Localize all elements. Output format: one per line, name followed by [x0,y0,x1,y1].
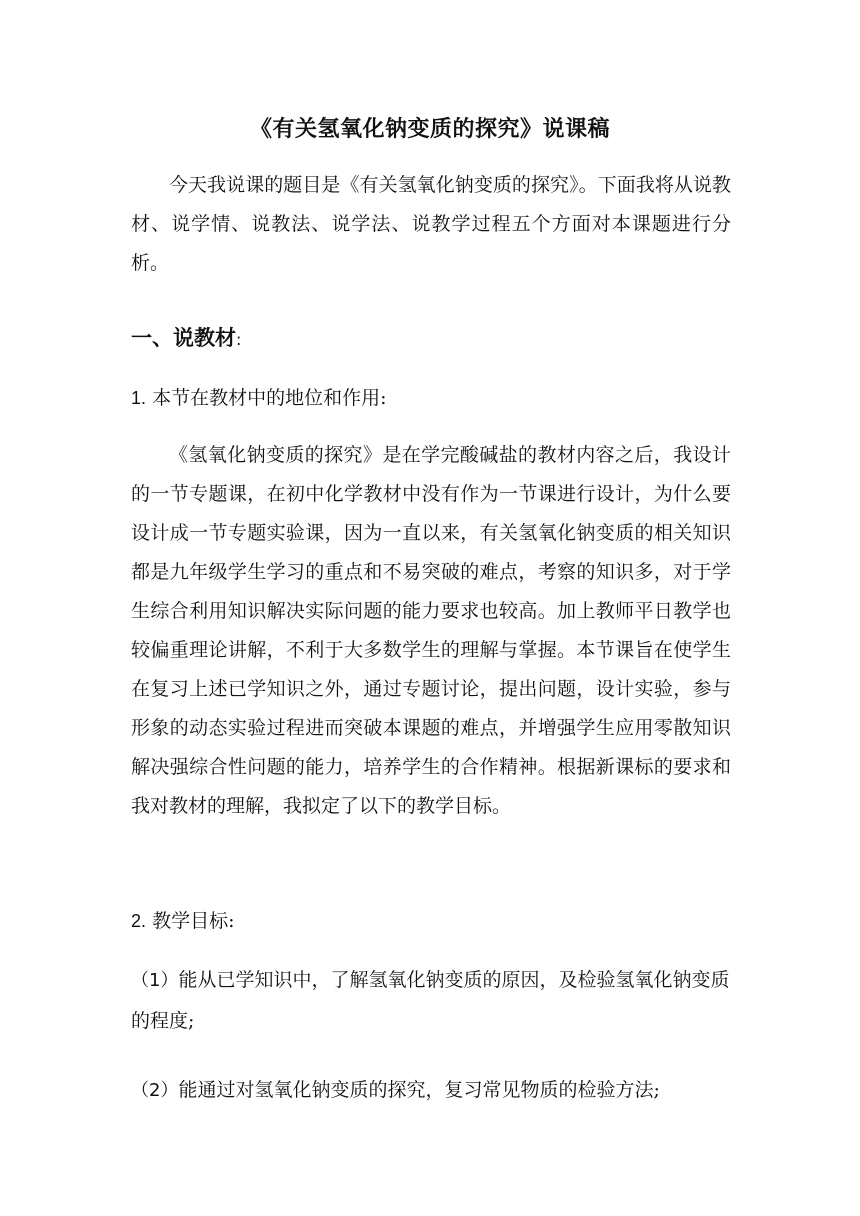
goal-marker: （1） [131,970,179,991]
item-1-label [131,383,386,410]
item-1-text: 本节在教材中的地位和作用: [152,387,387,409]
goal-item [131,960,731,1041]
item-1-paragraph: 《氢氧化钠变质的探究》是在学完酸碱盐的教材内容之后，我设计的一节专题课，在初中化学教材中没有作为一节课进行设计，为什么要设计成一节专题实验课，因为一直以来，有关氢氧化钠变质的相关知识都是九年级学生学习的重点和不易突破的难点，考察的知识多，对于学生综合利用知识解决实际问题的能力要求也较高。加上教师平日教学也较偏重理论讲解，不利于大多数学生的理解与掌握。本节课旨在使学生在复习上述已学知识之外，通过专题讨论，提出问题，设计实验，参与形象的动态实验过程进而突破本课题的难点，并增强学生应用零散知识解决强综合性问题的能力，培养学生的合作精神。根据新课标的要求和我对教材的理解，我拟定了以下的教学目标。 [131,444,731,817]
item-2-text: 教学目标: [152,910,235,932]
goal-text: 能通过对氢氧化钠变质的探究，复习常见物质的检验方法; [178,1079,660,1101]
section-heading-colon: : [236,330,242,349]
goal-text: 能从已学知识中，了解氢氧化钠变质的原因，及检验氢氧化钠变质的程度; [131,969,730,1032]
item-1-number: 1. [131,388,147,408]
section-heading-text: 一、说教材 [131,326,236,350]
item-2-number: 2. [131,911,147,931]
section-heading [131,322,241,352]
goal-item [131,1070,731,1111]
goal-marker: （2） [131,1080,179,1101]
document-title: 《有关氢氧化钠变质的探究》说课稿 [249,117,610,142]
item-2-label [131,906,234,933]
intro-paragraph: 今天我说课的题目是《有关氢氧化钠变质的探究》。下面我将从说教材、说学情、说教法、说学法、说教学过程五个方面对本课题进行分析。 [131,174,731,274]
